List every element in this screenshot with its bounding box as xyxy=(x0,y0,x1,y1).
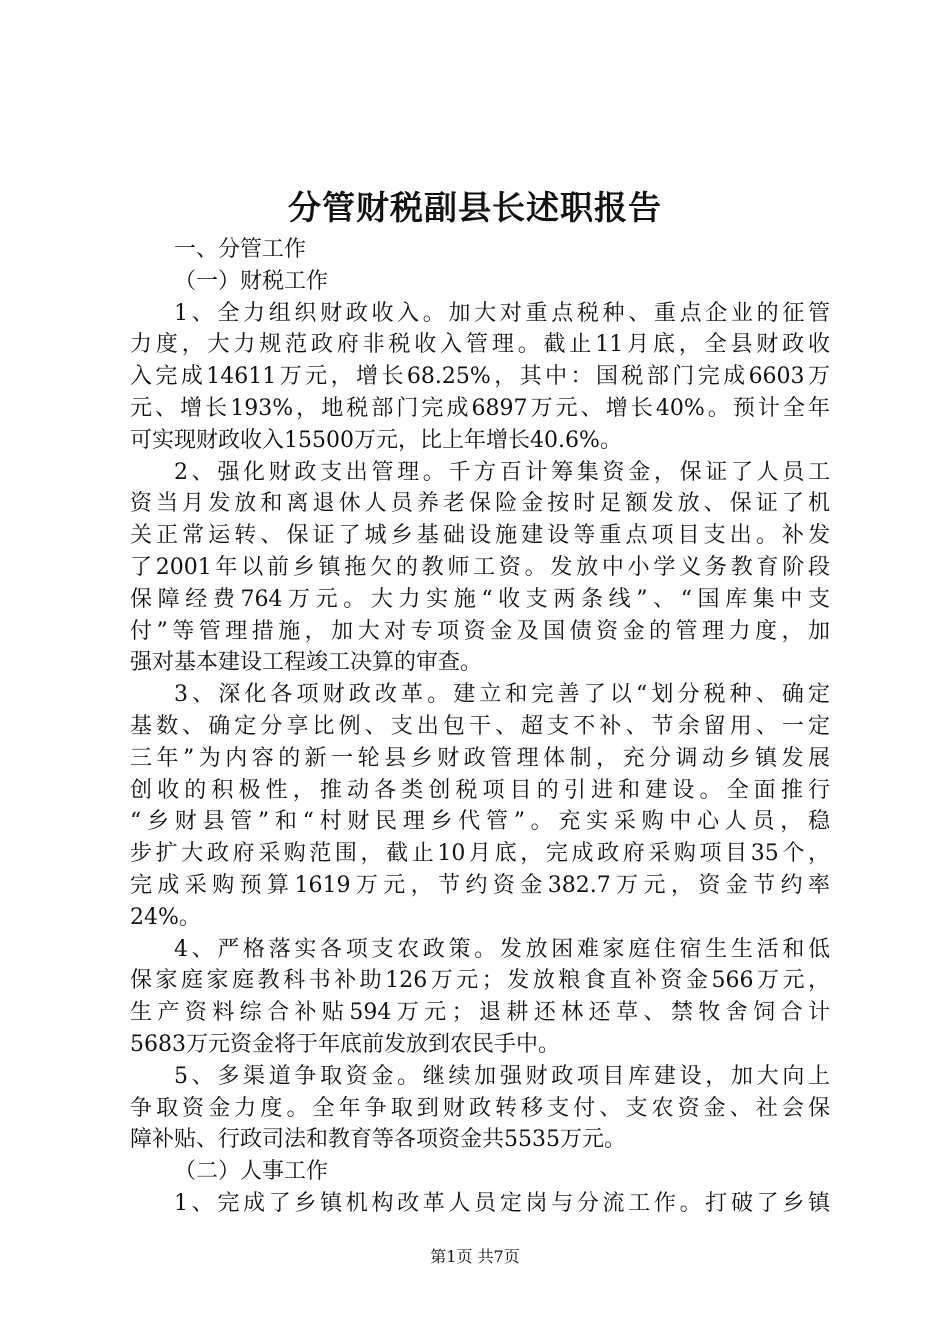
document-title: 分管财税副县长述职报告 xyxy=(288,188,662,227)
text-line: 入完成14611万元，增长68.25%，其中：国税部门完成6603万 xyxy=(130,364,830,390)
text-line: 保家庭家庭教科书补助126万元；发放粮食直补资金566万元， xyxy=(130,968,830,994)
text-line: 资当月发放和离退休人员养老保险金按时足额发放、保证了机 xyxy=(130,491,830,517)
text-line: 强对基本建设工程竣工决算的审查。 xyxy=(130,650,483,676)
text-line: 1、完成了乡镇机构改革人员定岗与分流工作。打破了乡镇 xyxy=(174,1190,830,1216)
page-footer: 第1页 共7页 xyxy=(430,1247,520,1266)
text-line: 了2001年以前乡镇拖欠的教师工资。发放中小学义务教育阶段 xyxy=(130,554,830,580)
text-line: 障补贴、行政司法和教育等各项资金共5535万元。 xyxy=(130,1127,626,1153)
text-line: 基数、确定分享比例、支出包干、超支不补、节余留用、一定 xyxy=(130,713,830,739)
text-line: 4、严格落实各项支农政策。发放困难家庭住宿生生活和低 xyxy=(174,936,830,962)
document-body xyxy=(130,234,830,1220)
text-line: 5683万元资金将于年底前发放到农民手中。 xyxy=(130,1031,560,1057)
section-heading: （一）财税工作 xyxy=(174,268,329,294)
text-line: 3、深化各项财政改革。建立和完善了以“划分税种、确定 xyxy=(174,682,830,708)
section-heading: （二）人事工作 xyxy=(174,1159,329,1185)
text-line: 保障经费764万元。大力实施“收支两条线”、“国库集中支 xyxy=(130,586,830,612)
text-line: 创收的积极性，推动各类创税项目的引进和建设。全面推行 xyxy=(130,777,830,803)
text-line: 生产资料综合补贴594万元；退耕还林还草、禁牧舍饲合计 xyxy=(130,1000,830,1026)
text-line: 关正常运转、保证了城乡基础设施建设等重点项目支出。补发 xyxy=(130,523,830,549)
text-line: 力度，大力规范政府非税收入管理。截止11月底，全县财政收 xyxy=(130,332,830,358)
text-line: 24%。 xyxy=(130,904,201,930)
text-line: 2、强化财政支出管理。千方百计筹集资金，保证了人员工 xyxy=(174,459,830,485)
text-line: “乡财县管”和“村财民理乡代管”。充实采购中心人员，稳 xyxy=(130,809,830,835)
text-line: 元、增长193%，地税部门完成6897万元、增长40%。预计全年 xyxy=(130,395,830,421)
text-line: 完成采购预算1619万元，节约资金382.7万元，资金节约率 xyxy=(130,872,830,898)
text-line: 5、多渠道争取资金。继续加强财政项目库建设，加大向上 xyxy=(174,1063,830,1089)
text-line: 三年”为内容的新一轮县乡财政管理体制，充分调动乡镇发展 xyxy=(130,745,830,771)
text-line: 步扩大政府采购范围，截止10月底，完成政府采购项目35个， xyxy=(130,841,830,867)
text-line: 付”等管理措施，加大对专项资金及国债资金的管理力度，加 xyxy=(130,618,830,644)
text-line: 争取资金力度。全年争取到财政转移支付、支农资金、社会保 xyxy=(130,1095,830,1121)
text-line: 1、全力组织财政收入。加大对重点税种、重点企业的征管 xyxy=(174,300,830,326)
text-line: 可实现财政收入15500万元，比上年增长40.6%。 xyxy=(130,427,622,453)
section-heading: 一、分管工作 xyxy=(174,237,307,262)
